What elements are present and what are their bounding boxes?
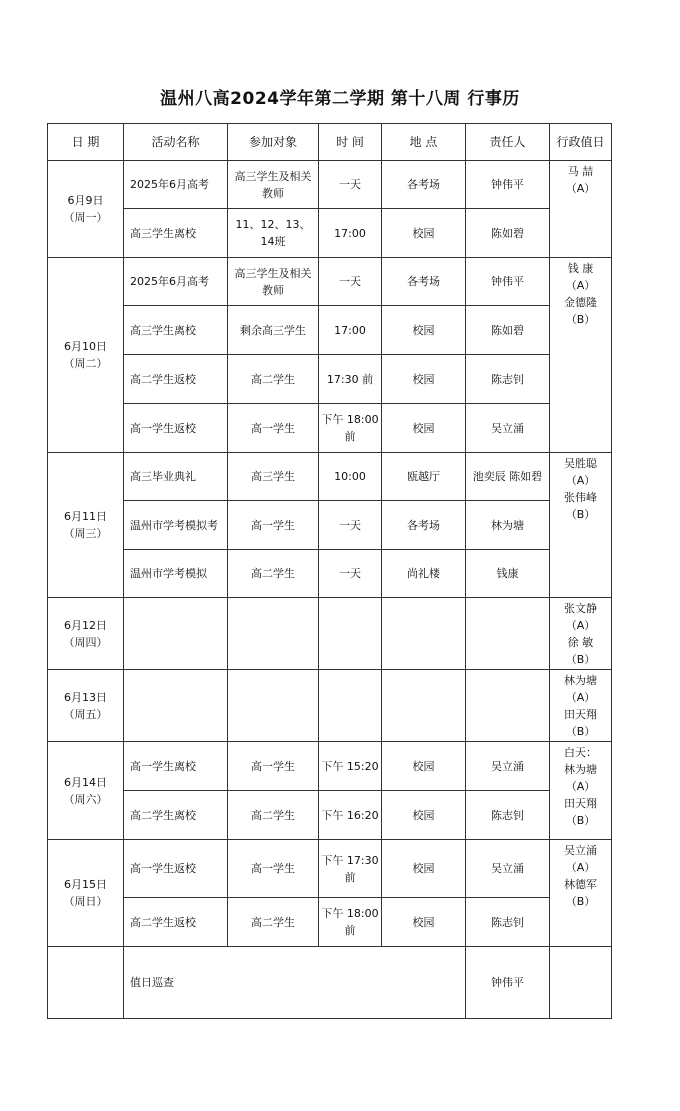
participants-cell: 高二学生: [228, 355, 319, 404]
participants-cell: [228, 598, 319, 670]
duty-line: 张伟峰: [564, 491, 597, 504]
time-cell: 下午 18:00 前: [319, 898, 382, 947]
weekday-text: （周六）: [63, 792, 108, 806]
duty-cell: [550, 453, 612, 598]
activity-cell: 高一学生返校: [124, 840, 228, 898]
date-cell: [48, 598, 124, 670]
activity-cell: 高三学生离校: [124, 306, 228, 355]
owner-cell: 钟伟平: [466, 161, 550, 209]
owner-cell: 吴立涌: [466, 404, 550, 453]
weekday-text: （周四）: [63, 635, 108, 649]
owner-cell: 林为塘: [466, 501, 550, 550]
time-cell: 下午 15:20: [319, 742, 382, 791]
duty-line: 马 喆: [567, 165, 594, 178]
place-cell: 各考场: [382, 258, 466, 306]
date-cell: [48, 840, 124, 947]
activity-cell: 高一学生返校: [124, 404, 228, 453]
activity-cell: [124, 598, 228, 670]
weekday-text: （周一）: [63, 211, 108, 224]
time-cell: 17:30 前: [319, 355, 382, 404]
time-cell: 一天: [319, 501, 382, 550]
time-cell: 10:00: [319, 453, 382, 501]
participants-cell: 高一学生: [228, 501, 319, 550]
owner-cell: [466, 670, 550, 742]
duty-line: 张文静: [564, 602, 597, 615]
duty-cell: [550, 742, 612, 840]
duty-line: 白天：: [564, 746, 597, 759]
table-row: [48, 670, 612, 742]
duty-line: 金德隆: [564, 296, 597, 309]
date-cell: [48, 670, 124, 742]
date-cell: [48, 453, 124, 598]
header-duty: 行政值日: [550, 124, 612, 161]
footer-owner: 钟伟平: [466, 947, 550, 1019]
owner-cell: 池奕辰 陈如碧: [466, 453, 550, 501]
duty-line: 钱 康: [567, 262, 594, 275]
owner-cell: 陈志钊: [466, 791, 550, 840]
time-cell: 下午 17:30 前: [319, 840, 382, 898]
duty-line: （A）: [565, 182, 596, 195]
owner-cell: 吴立涌: [466, 742, 550, 791]
date-text: 6月12日: [64, 618, 107, 632]
duty-line: 吴立涌: [564, 844, 597, 857]
table-row: [48, 306, 612, 355]
place-cell: 瓯越厅: [382, 453, 466, 501]
place-cell: 校园: [382, 209, 466, 258]
owner-cell: 钟伟平: [466, 258, 550, 306]
place-cell: 校园: [382, 404, 466, 453]
duty-line: 徐 敏: [567, 636, 594, 649]
duty-cell: [550, 161, 612, 258]
activity-cell: 温州市学考模拟考: [124, 501, 228, 550]
footer-date-cell: [48, 947, 124, 1019]
date-cell: [48, 258, 124, 453]
footer-activity: 值日巡查: [124, 947, 466, 1019]
duty-line: （B）: [565, 814, 596, 827]
time-cell: 17:00: [319, 209, 382, 258]
footer-duty-cell: [550, 947, 612, 1019]
owner-cell: 钱康: [466, 550, 550, 598]
place-cell: 校园: [382, 306, 466, 355]
duty-cell: [550, 840, 612, 947]
time-cell: [319, 670, 382, 742]
header-time: 时 间: [319, 124, 382, 161]
header-activity: 活动名称: [124, 124, 228, 161]
place-cell: [382, 670, 466, 742]
participants-cell: [228, 670, 319, 742]
duty-line: （B）: [565, 653, 596, 666]
duty-line: 林为塘: [564, 763, 597, 776]
participants-cell: 高三学生及相关教师: [228, 258, 319, 306]
owner-cell: 陈志钊: [466, 898, 550, 947]
activity-cell: 高二学生返校: [124, 355, 228, 404]
place-cell: 各考场: [382, 501, 466, 550]
activity-cell: 2025年6月高考: [124, 161, 228, 209]
participants-cell: 高三学生: [228, 453, 319, 501]
schedule-table: [47, 123, 612, 1019]
activity-cell: 高三学生离校: [124, 209, 228, 258]
participants-cell: 高二学生: [228, 550, 319, 598]
weekday-text: （周日）: [63, 895, 108, 908]
table-row: [48, 161, 612, 209]
duty-line: （A）: [565, 780, 596, 793]
place-cell: 校园: [382, 840, 466, 898]
table-row: [48, 791, 612, 840]
duty-line: （A）: [565, 279, 596, 292]
table-row: [48, 898, 612, 947]
time-cell: 一天: [319, 161, 382, 209]
owner-cell: 陈如碧: [466, 209, 550, 258]
owner-cell: 陈如碧: [466, 306, 550, 355]
duty-line: （A）: [565, 474, 596, 487]
header-place: 地 点: [382, 124, 466, 161]
participants-cell: 剩余高三学生: [228, 306, 319, 355]
participants-cell: 高三学生及相关教师: [228, 161, 319, 209]
date-text: 6月13日: [64, 690, 107, 704]
table-row: [48, 598, 612, 670]
page-title: 温州八高2024学年第二学期 第十八周 行事历: [160, 89, 520, 109]
duty-line: （B）: [565, 313, 596, 326]
duty-line: （B）: [565, 508, 596, 521]
duty-line: 林为塘: [564, 674, 597, 687]
participants-cell: 高二学生: [228, 791, 319, 840]
date-text: 6月11日: [64, 510, 107, 523]
table-row: [48, 258, 612, 306]
place-cell: 校园: [382, 791, 466, 840]
participants-cell: 11、12、13、14班: [228, 209, 319, 258]
header-participants: 参加对象: [228, 124, 319, 161]
duty-line: （A）: [565, 691, 596, 704]
header-owner: 责任人: [466, 124, 550, 161]
place-cell: 尚礼楼: [382, 550, 466, 598]
activity-cell: 高二学生返校: [124, 898, 228, 947]
activity-cell: 高三毕业典礼: [124, 453, 228, 501]
owner-cell: 陈志钊: [466, 355, 550, 404]
date-text: 6月9日: [67, 194, 104, 207]
time-cell: 一天: [319, 550, 382, 598]
footer-row: [48, 947, 612, 1019]
activity-cell: 高一学生离校: [124, 742, 228, 791]
activity-cell: [124, 670, 228, 742]
table-row: [48, 355, 612, 404]
participants-cell: 高一学生: [228, 840, 319, 898]
table-row: [48, 209, 612, 258]
table-row: [48, 840, 612, 898]
activity-cell: 高二学生离校: [124, 791, 228, 840]
place-cell: [382, 598, 466, 670]
table-row: [48, 453, 612, 501]
place-cell: 校园: [382, 898, 466, 947]
place-cell: 各考场: [382, 161, 466, 209]
header-date: 日 期: [48, 124, 124, 161]
participants-cell: 高一学生: [228, 404, 319, 453]
duty-cell: [550, 598, 612, 670]
duty-cell: [550, 258, 612, 453]
activity-cell: 温州市学考模拟: [124, 550, 228, 598]
place-cell: 校园: [382, 355, 466, 404]
table-row: [48, 742, 612, 791]
date-text: 6月10日: [64, 340, 107, 353]
duty-line: 田天翔: [564, 797, 597, 810]
weekday-text: （周五）: [63, 707, 108, 721]
header-row: [48, 124, 612, 161]
date-cell: [48, 742, 124, 840]
duty-line: （B）: [565, 895, 596, 908]
table-row: [48, 501, 612, 550]
time-cell: 下午 18:00 前: [319, 404, 382, 453]
time-cell: 一天: [319, 258, 382, 306]
weekday-text: （周三）: [63, 527, 108, 540]
time-cell: 17:00: [319, 306, 382, 355]
participants-cell: 高二学生: [228, 898, 319, 947]
duty-line: （B）: [565, 725, 596, 738]
date-text: 6月14日: [64, 775, 107, 789]
owner-cell: 吴立涌: [466, 840, 550, 898]
table-row: [48, 404, 612, 453]
duty-line: （A）: [565, 861, 596, 874]
owner-cell: [466, 598, 550, 670]
duty-cell: [550, 670, 612, 742]
date-cell: [48, 161, 124, 258]
duty-line: 田天翔: [564, 708, 597, 721]
date-text: 6月15日: [64, 878, 107, 891]
place-cell: 校园: [382, 742, 466, 791]
duty-line: 吴胜聪: [564, 457, 597, 470]
duty-line: 林德军: [564, 878, 597, 891]
time-cell: [319, 598, 382, 670]
duty-line: （A）: [565, 619, 596, 632]
time-cell: 下午 16:20: [319, 791, 382, 840]
activity-cell: 2025年6月高考: [124, 258, 228, 306]
weekday-text: （周二）: [63, 357, 108, 370]
table-row: [48, 550, 612, 598]
participants-cell: 高一学生: [228, 742, 319, 791]
